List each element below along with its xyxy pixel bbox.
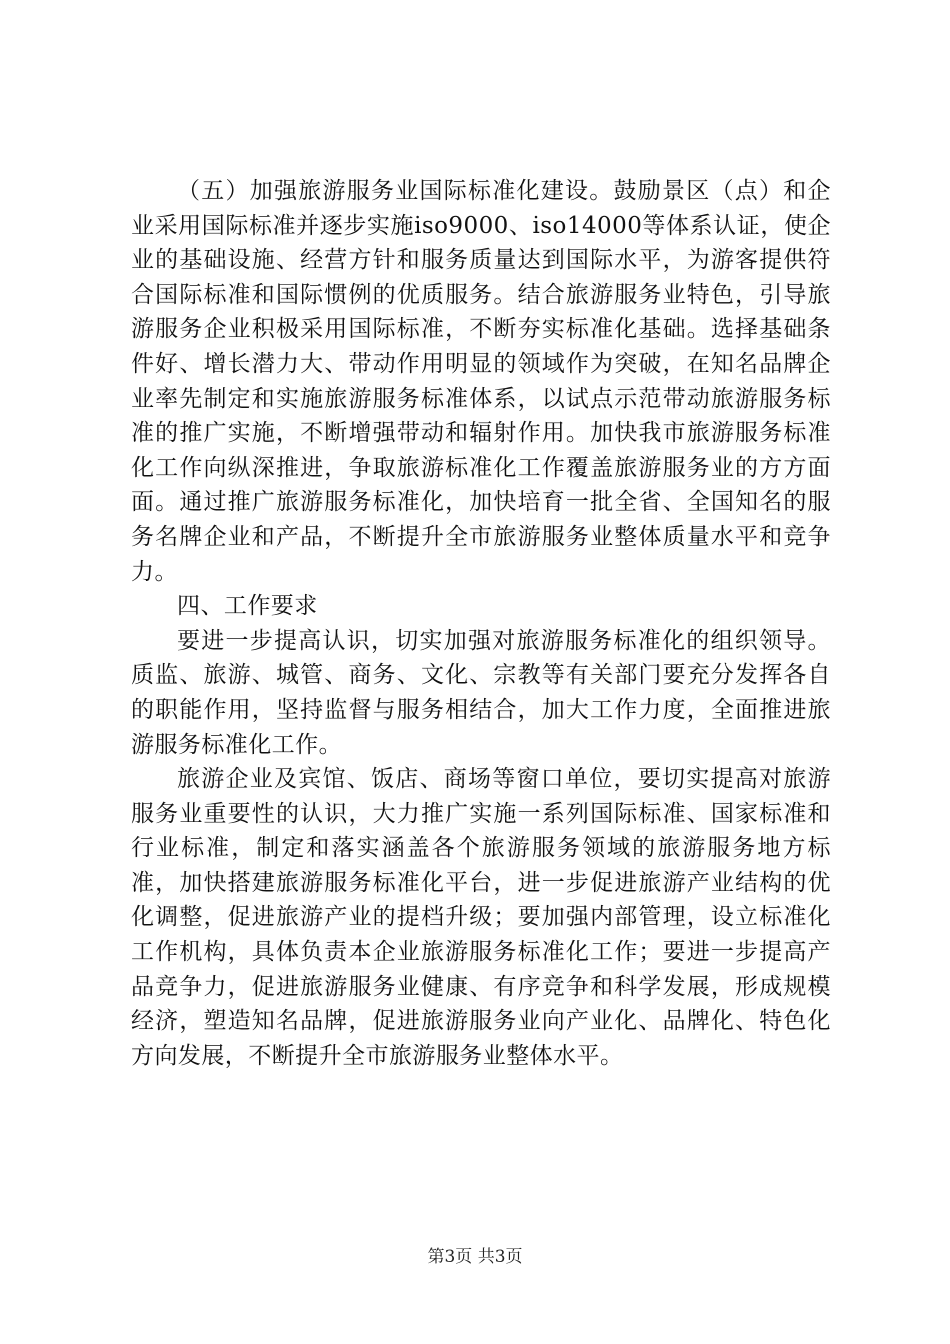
document-body bbox=[131, 174, 831, 1073]
section-heading-work-requirements: 四、工作要求 bbox=[177, 593, 318, 620]
page-number-footer: 第3页 共3页 bbox=[427, 1247, 523, 1267]
paragraph-enterprise-requirements: 旅游企业及宾馆、饭店、商场等窗口单位，要切实提高对旅游服务业重要性的认识，大力推广实施一系列国际标准、国家标准和行业标准，制定和落实涵盖各个旅游服务领域的旅游服务地方标准，加快搭建旅游服务标准化平台，进一步促进旅游产业结构的优化调整，促进旅游产业的提档升级；要加强内部管理，设立标准化工作机构，具体负责本企业旅游服务标准化工作；要进一步提高产品竞争力，促进旅游服务业健康、有序竞争和科学发展，形成规模经济，塑造知名品牌，促进旅游服务业向产业化、品牌化、特色化方向发展，不断提升全市旅游服务业整体水平。 bbox=[131, 766, 831, 1069]
paragraph-intl-standardization: （五）加强旅游服务业国际标准化建设。鼓励景区（点）和企业采用国际标准并逐步实施iso9000、iso14000等体系认证，使企业的基础设施、经营方针和服务质量达到国际水平，为游客提供符合国际标准和国际惯例的优质服务。结合旅游服务业特色，引导旅游服务企业积极采用国际标准，不断夯实标准化基础。选择基础条件好、增长潜力大、带动作用明显的领域作为突破，在知名品牌企业率先制定和实施旅游服务标准体系，以试点示范带动旅游服务标准的推广实施，不断增强带动和辐射作用。加快我市旅游服务标准化工作向纵深推进，争取旅游标准化工作覆盖旅游服务业的方方面面。通过推广旅游服务标准化，加快培育一批全省、全国知名的服务名牌企业和产品，不断提升全市旅游服务业整体质量水平和竞争力。 bbox=[131, 178, 831, 585]
paragraph-organization-leadership: 要进一步提高认识，切实加强对旅游服务标准化的组织领导。质监、旅游、城管、商务、文化、宗教等有关部门要充分发挥各自的职能作用，坚持监督与服务相结合，加大工作力度，全面推进旅游服务标准化工作。 bbox=[131, 627, 831, 758]
